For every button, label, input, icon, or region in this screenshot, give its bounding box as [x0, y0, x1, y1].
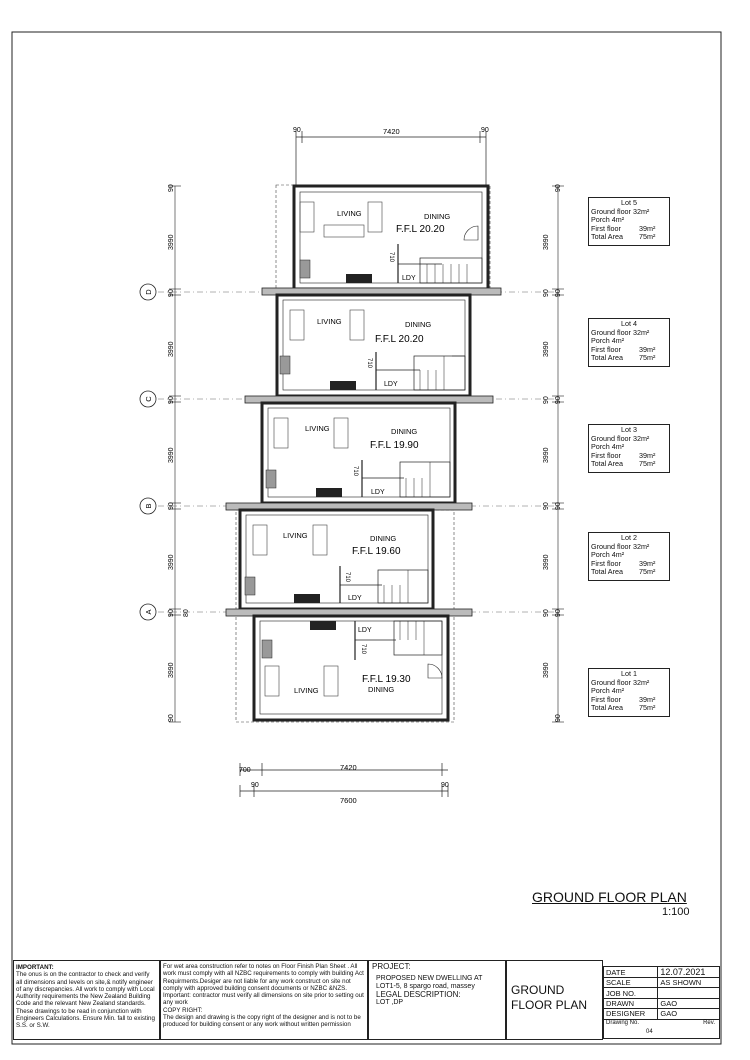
- right-dim-90-3b: 90: [555, 502, 562, 510]
- rev-label: Rev.: [703, 1019, 715, 1026]
- unit1-ldy: LDY: [358, 627, 372, 634]
- unit1-ffl: F.F.L 19.30: [362, 674, 411, 685]
- right-dim-90-4b: 90: [555, 396, 562, 404]
- unit5-ffl: F.F.L 20.20: [396, 224, 445, 235]
- unit1-dining: DINING: [368, 685, 395, 694]
- lot-first-value: 39m²: [639, 344, 656, 354]
- unit3-living: LIVING: [305, 424, 330, 433]
- lot-first-label: First floor: [591, 558, 621, 568]
- job-value: [658, 988, 720, 998]
- side-dimension-text: [168, 184, 562, 722]
- lot-title: Lot 4: [621, 319, 637, 328]
- unit3-710: 710: [352, 466, 358, 477]
- right-dim-90-2b: 90: [555, 609, 562, 617]
- lot-first-value: 39m²: [639, 450, 656, 460]
- bottom-dim-total: 7600: [340, 796, 357, 805]
- right-dim-3990-3: 3990: [543, 447, 550, 463]
- drawing-no-cell: [604, 1019, 720, 1038]
- sheet-title-line-1: GROUND: [511, 983, 565, 997]
- unit4-ffl: F.F.L 20.20: [375, 334, 424, 345]
- lot-area-box-2: [588, 532, 670, 581]
- bottom-dim-7420: 7420: [340, 763, 357, 772]
- lot-total-label: Total Area: [591, 353, 623, 363]
- lot-total-label: Total Area: [591, 567, 623, 577]
- drawing-no-label: Drawing No.: [606, 1019, 640, 1026]
- important-text: The onus is on the contractor to check and verify all dimensions and levels on site,& notify engineer of any discrepancies. All work to comply with Local Authority requirements the New Zealand Building Code and the relevant New Zealand standards. These drawings to be read in conjunction with Engineers Calculations. Ensure Min. fall to existing S.S. or S.W.: [16, 971, 155, 1030]
- lot-porch: Porch 4m²: [591, 550, 625, 560]
- top-dim-total: 7420: [383, 127, 400, 136]
- grid-marker-a: A: [144, 609, 153, 615]
- lot-total-value: 75m²: [639, 567, 656, 577]
- sheet-title-block: [506, 960, 603, 1040]
- right-dim-3990-5: 3990: [543, 234, 550, 250]
- top-dimension: [296, 131, 486, 185]
- designer-value: GAO: [658, 1009, 720, 1019]
- scale-label: SCALE: [604, 978, 658, 988]
- lot-title: Lot 2: [621, 533, 637, 542]
- scale-value: AS SHOWN: [658, 978, 720, 988]
- grid-marker-b: B: [144, 503, 153, 509]
- unit2-ffl: F.F.L 19.60: [352, 546, 401, 557]
- lot-porch: Porch 4m²: [591, 336, 625, 346]
- copyright-text: The design and drawing is the copy right of the designer and is not to be produced for building consent or any work without written permission: [163, 1014, 361, 1029]
- sheet-title-line-2: FLOOR PLAN: [511, 998, 588, 1012]
- left-dim-90-d: 90: [168, 289, 175, 297]
- left-dim-3990-d: 3990: [168, 234, 175, 250]
- grid-marker-d: D: [144, 289, 153, 295]
- lot-ground: Ground floor 32m²: [591, 677, 650, 687]
- legal-heading: LEGAL DESCRIPTION:: [376, 990, 461, 999]
- lot-total-value: 75m²: [639, 353, 656, 363]
- left-dim-90-a: 90: [168, 609, 175, 617]
- job-label: JOB NO.: [604, 988, 658, 998]
- lot-total-value: 75m²: [639, 232, 656, 242]
- unit-lot2: [240, 510, 433, 609]
- right-dim-90-5b: 90: [555, 289, 562, 297]
- date-value: 12.07.2021: [658, 967, 720, 978]
- unit3-ffl: F.F.L 19.90: [370, 440, 419, 451]
- left-dim-3990-c: 3990: [168, 341, 175, 357]
- left-dim-90-c: 90: [168, 396, 175, 404]
- important-notes: [13, 960, 160, 1040]
- drawn-value: GAO: [658, 998, 720, 1008]
- bottom-dim-700: 700: [239, 767, 251, 774]
- lot-total-label: Total Area: [591, 703, 623, 713]
- side-dimension-lines: [169, 186, 564, 722]
- left-dim-3990-1: 3990: [168, 662, 175, 678]
- lot-first-value: 39m²: [639, 694, 656, 704]
- bottom-dim-90-right: 90: [441, 782, 449, 789]
- grid-markers: [140, 284, 156, 620]
- unit4-710: 710: [366, 358, 372, 369]
- grid-marker-c: C: [144, 396, 153, 402]
- lot-first-label: First floor: [591, 450, 621, 460]
- right-dim-90-4a: 90: [543, 396, 550, 404]
- site-outline: [236, 185, 490, 722]
- lot-area-box-5: [588, 197, 670, 246]
- lot-first-label: First floor: [591, 223, 621, 233]
- project-heading: PROJECT:: [372, 962, 411, 971]
- unit-lot1: [254, 616, 448, 720]
- unit5-living: LIVING: [337, 209, 362, 218]
- unit3-ldy: LDY: [371, 489, 385, 496]
- lot-area-box-3: [588, 424, 670, 473]
- lot-area-box-1: [588, 668, 670, 717]
- construction-notes: [160, 960, 368, 1040]
- right-dim-90-5a: 90: [543, 289, 550, 297]
- unit4-living: LIVING: [317, 317, 342, 326]
- lot-porch: Porch 4m²: [591, 442, 625, 452]
- unit3-dining: DINING: [391, 427, 418, 436]
- unit2-ldy: LDY: [348, 595, 362, 602]
- right-dim-90-3a: 90: [543, 502, 550, 510]
- unit1-living: LIVING: [294, 686, 319, 695]
- top-dim-90-right: 90: [481, 127, 489, 134]
- lot-first-label: First floor: [591, 694, 621, 704]
- drawn-label: DRAWN: [604, 998, 658, 1008]
- top-dim-90-left: 90: [293, 127, 301, 134]
- drawing-no-value: 04: [646, 1028, 653, 1035]
- lot-ground: Ground floor 32m²: [591, 433, 650, 443]
- unit5-ldy: LDY: [402, 275, 416, 282]
- project-line-2: LOT1-5, 8 spargo road, massey: [376, 983, 475, 990]
- left-dim-90-top: 90: [168, 184, 175, 192]
- project-line-1: PROPOSED NEW DWELLING AT: [376, 975, 483, 982]
- unit5-710: 710: [388, 252, 394, 263]
- left-dim-3990-a: 3990: [168, 554, 175, 570]
- lot-title: Lot 3: [621, 425, 637, 434]
- unit2-living: LIVING: [283, 531, 308, 540]
- important-heading: IMPORTANT:: [16, 964, 54, 971]
- legal-value: LOT ,DP: [376, 999, 404, 1006]
- unit-lot4: [277, 295, 470, 396]
- lot-first-label: First floor: [591, 344, 621, 354]
- right-dim-90-bottom: 90: [555, 714, 562, 722]
- lot-title: Lot 5: [621, 198, 637, 207]
- bottom-dim-90-left: 90: [251, 782, 259, 789]
- lot-ground: Ground floor 32m²: [591, 327, 650, 337]
- right-dim-90-top: 90: [555, 184, 562, 192]
- left-dim-90-b: 90: [168, 502, 175, 510]
- lot-title: Lot 1: [621, 669, 637, 678]
- left-dim-3990-b: 3990: [168, 447, 175, 463]
- lot-porch: Porch 4m²: [591, 215, 625, 225]
- date-label: DATE: [604, 967, 658, 978]
- right-dim-90-2a: 90: [543, 609, 550, 617]
- unit5-dining: DINING: [424, 212, 451, 221]
- unit-lot5: [294, 186, 488, 289]
- notes-text: For wet area construction refer to notes on Floor Finish Plan Sheet . All work must comply with all NZBC requirements to comply with building Act Requirments.Desiger are not liable for any work construct on site not comply with approved building consent documents or NZBC &NZS. Important: contractor must verify all dimensions on site prior to setting out any work: [163, 963, 364, 1007]
- lot-total-label: Total Area: [591, 232, 623, 242]
- lot-first-value: 39m²: [639, 558, 656, 568]
- right-dim-3990-1: 3990: [543, 662, 550, 678]
- plan-title: GROUND FLOOR PLAN: [532, 889, 687, 905]
- lot-ground: Ground floor 32m²: [591, 541, 650, 551]
- lot-ground: Ground floor 32m²: [591, 206, 650, 216]
- right-dim-3990-4: 3990: [543, 341, 550, 357]
- left-dim-80-a: 80: [183, 609, 190, 617]
- plan-scale: 1:100: [662, 906, 690, 918]
- lot-area-box-4: [588, 318, 670, 367]
- lot-first-value: 39m²: [639, 223, 656, 233]
- unit4-dining: DINING: [405, 320, 432, 329]
- unit-lot3: [262, 403, 455, 503]
- copyright-heading: COPY RIGHT:: [163, 1006, 203, 1014]
- lot-porch: Porch 4m²: [591, 686, 625, 696]
- lot-total-value: 75m²: [639, 703, 656, 713]
- unit2-710: 710: [344, 572, 350, 583]
- drawing-info-table: [603, 966, 720, 1039]
- unit4-ldy: LDY: [384, 381, 398, 388]
- lot-total-label: Total Area: [591, 459, 623, 469]
- left-dim-90-bottom: 90: [168, 714, 175, 722]
- right-dim-3990-2: 3990: [543, 554, 550, 570]
- unit2-dining: DINING: [370, 534, 397, 543]
- unit1-710: 710: [360, 644, 366, 655]
- project-info: [368, 960, 506, 1040]
- designer-label: DESIGNER: [604, 1009, 658, 1019]
- lot-total-value: 75m²: [639, 459, 656, 469]
